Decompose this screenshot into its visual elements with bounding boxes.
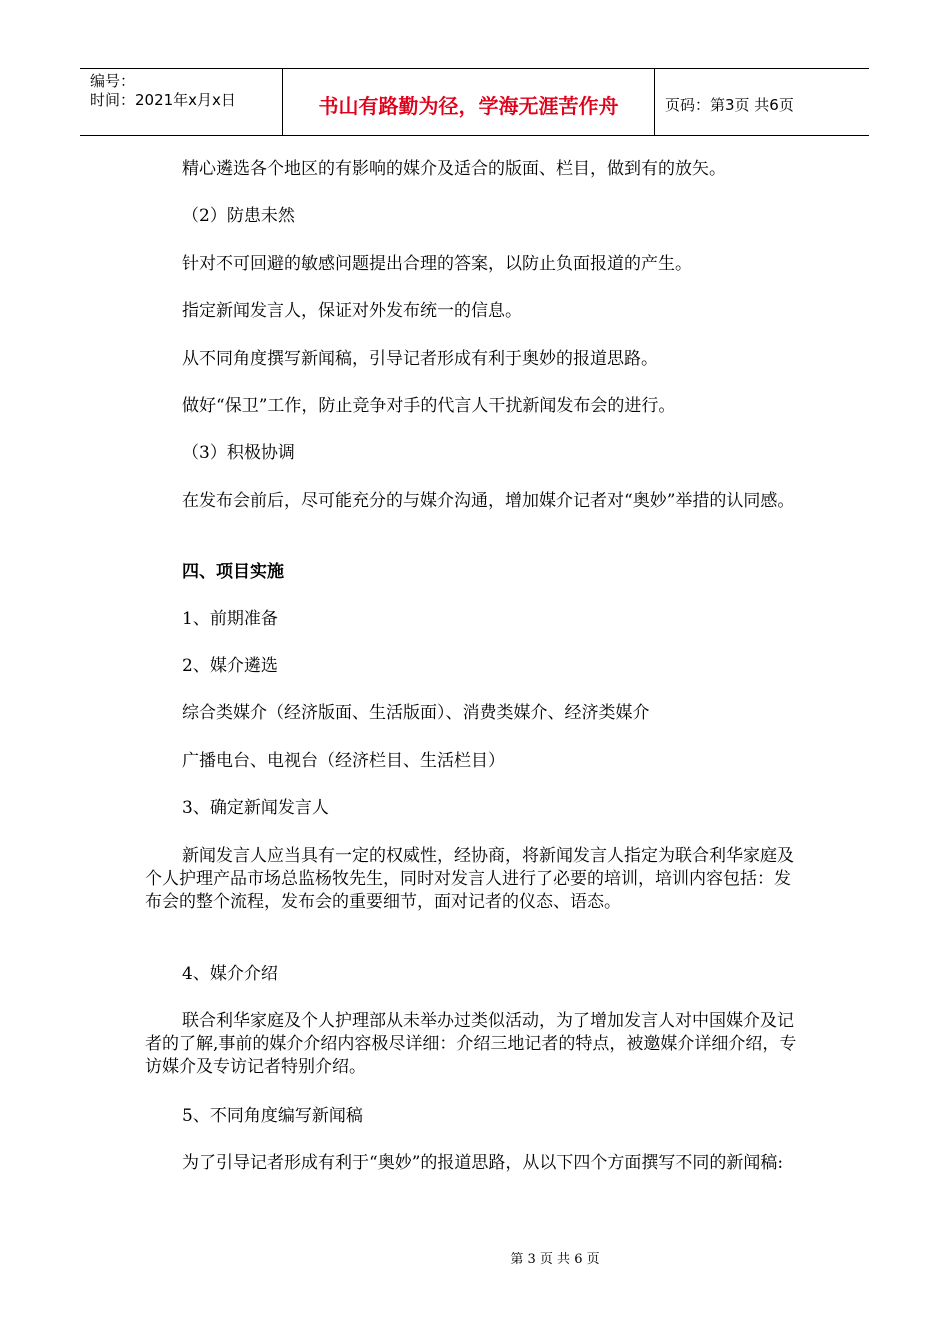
body-paragraph: 指定新闻发言人，保证对外发布统一的信息。 [182,301,522,321]
time-label: 时间：2021年x月x日 [90,91,236,109]
body-paragraph: 3、确定新闻发言人 [182,798,329,818]
body-paragraph: 广播电台、电视台（经济栏目、生活栏目） [182,751,505,771]
page-footer: 第 3 页 共 6 页 [510,1252,600,1267]
body-paragraph: 做好“保卫”工作，防止竞争对手的代言人干扰新闻发布会的进行。 [182,396,676,416]
body-paragraph: 2、媒介遴选 [182,656,278,676]
body-paragraph: 新闻发言人应当具有一定的权威性，经协商，将新闻发言人指定为联合利华家庭及个人护理产品市场总监杨牧先生，同时对发言人进行了必要的培训，培训内容包括：发布会的整个流程，发布会的重要细节，面对记者的仪态、语态。 [145,846,794,912]
body-paragraph: 综合类媒介（经济版面、生活版面）、消费类媒介、经济类媒介 [182,703,650,723]
body-paragraph: 联合利华家庭及个人护理部从未举办过类似活动，为了增加发言人对中国媒介及记者的了解,事前的媒介介绍内容极尽详细：介绍三地记者的特点，被邀媒介详细介绍，专访媒介及专访记者特别介绍。 [145,1011,797,1077]
header-motto: 书山有路勤为径，学海无涯苦作舟 [283,69,655,135]
body-paragraph: 为了引导记者形成有利于“奥妙”的报道思路，从以下四个方面撰写不同的新闻稿: [182,1153,784,1173]
document-header [80,68,869,136]
number-label: 编号： [90,72,136,90]
section-heading: 四、项目实施 [182,562,284,582]
body-paragraph: 4、媒介介绍 [182,964,278,984]
body-paragraph: （3）积极协调 [182,443,295,463]
body-paragraph: 1、前期准备 [182,609,278,629]
body-paragraph: 5、不同角度编写新闻稿 [182,1106,363,1126]
body-paragraph: 在发布会前后，尽可能充分的与媒介沟通，增加媒介记者对“奥妙”举措的认同感。 [182,491,795,511]
header-page-info: 页码：第3页 共6页 [665,95,794,114]
body-paragraph: 精心遴选各个地区的有影响的媒介及适合的版面、栏目，做到有的放矢。 [182,159,726,179]
body-paragraph: 从不同角度撰写新闻稿，引导记者形成有利于奥妙的报道思路。 [182,349,658,369]
body-paragraph: （2）防患未然 [182,206,295,226]
header-meta [80,69,283,135]
body-paragraph: 针对不可回避的敏感问题提出合理的答案，以防止负面报道的产生。 [182,254,692,274]
